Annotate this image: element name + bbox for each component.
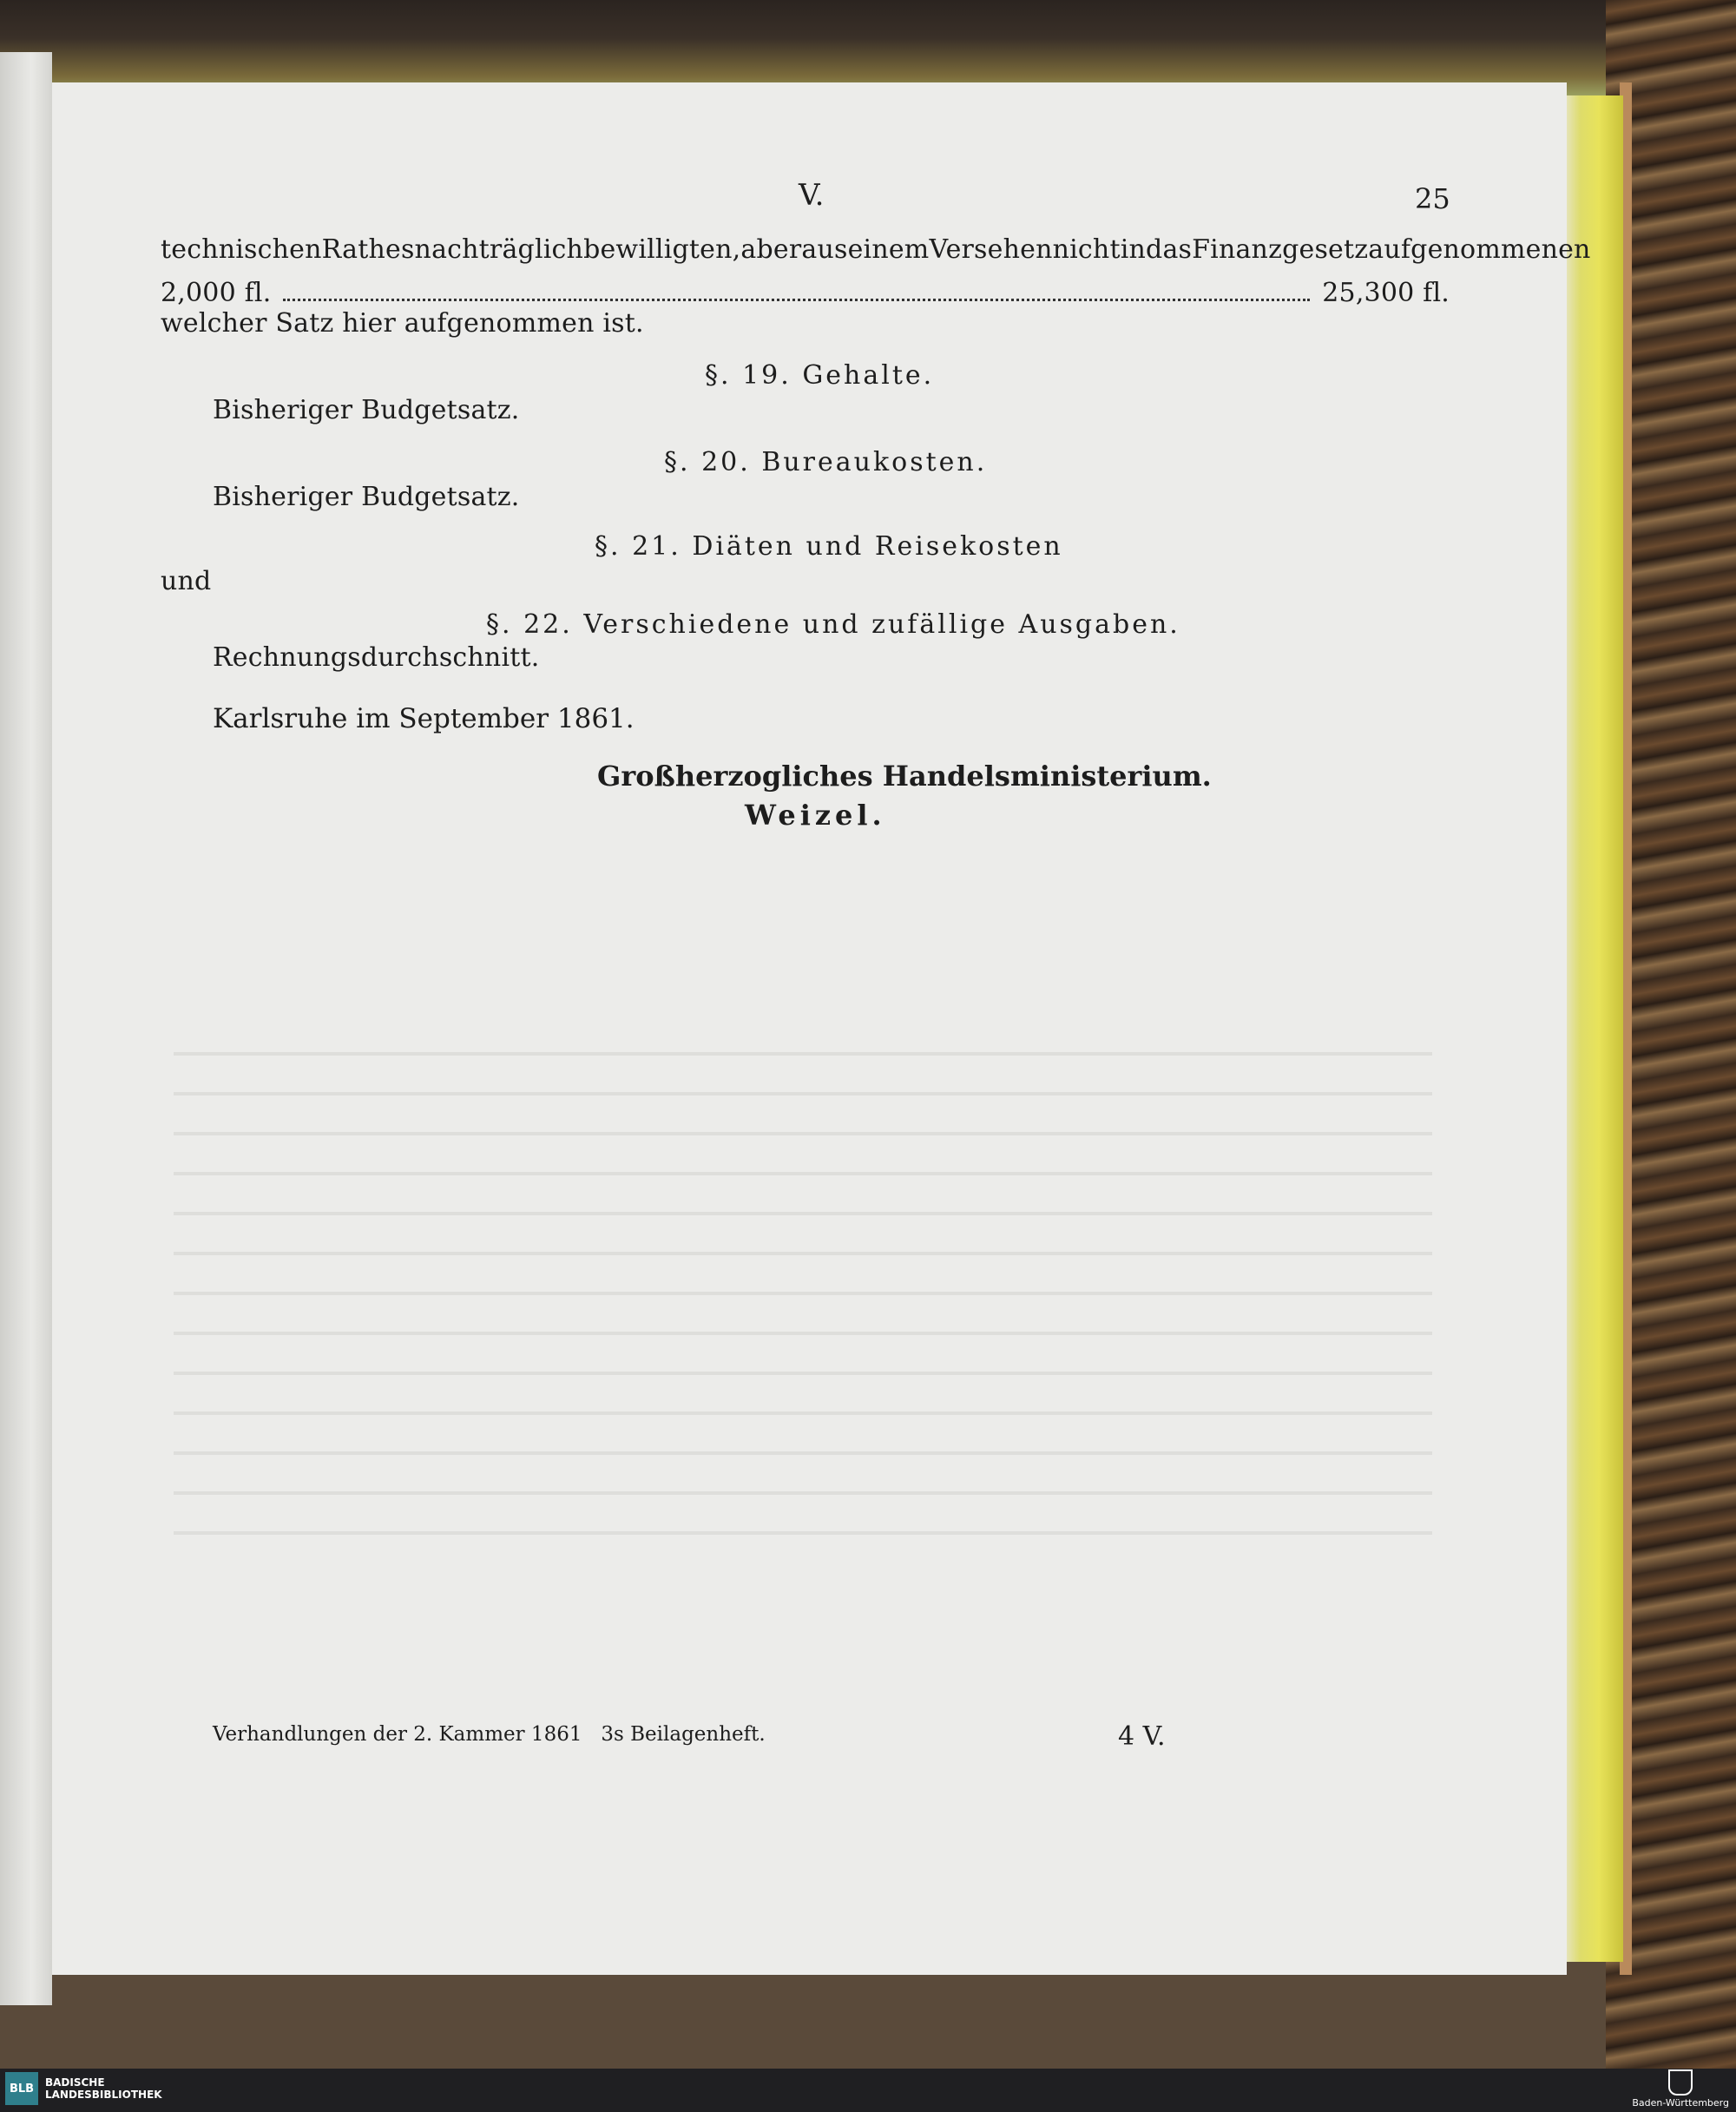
library-footer-bar [0, 2069, 1736, 2112]
bw-branding [1632, 2069, 1729, 2109]
place-date: Karlsruhe im September 1861. [213, 703, 635, 734]
budget-note-2: Bisheriger Budgetsatz. [213, 482, 520, 512]
blb-logo: BLB [5, 2072, 38, 2105]
section-19-heading: §. 19. Gehalte. [705, 360, 935, 391]
section-22-heading: §. 22. Verschiedene und zufällige Ausgaben. [486, 609, 1180, 640]
blb-name-line-2: LANDESBIBLIOTHEK [45, 2089, 162, 2101]
chapter-numeral: V. [799, 178, 825, 213]
word: aus [801, 234, 848, 265]
show-through-lines [174, 1016, 1432, 1536]
footer-source: Verhandlungen der 2. Kammer 1861 3s Beilagenheft. [213, 1723, 766, 1746]
ministry-name: Großherzogliches Handelsministerium. [597, 760, 1212, 793]
word: das [1146, 234, 1193, 265]
word: Finanzgesetz [1192, 234, 1369, 265]
blb-name-line-1: BADISCHE [45, 2076, 105, 2089]
body-line-1 [161, 234, 1591, 265]
word: bewilligten, [583, 234, 741, 265]
section-20-heading: §. 20. Bureaukosten. [664, 447, 988, 477]
page-stack-edge [1562, 95, 1623, 1962]
amount-total: 25,300 fl. [1322, 278, 1450, 308]
page-number: 25 [1415, 182, 1450, 215]
body-line-3: welcher Satz hier aufgenommen ist. [161, 308, 644, 339]
word: Rathes [321, 234, 415, 265]
word: technischen [161, 234, 322, 265]
leader-dots [283, 299, 1310, 301]
left-page-edge [0, 52, 52, 2005]
accounting-average: Rechnungsdurchschnitt. [213, 642, 540, 673]
budget-note-1: Bisheriger Budgetsatz. [213, 395, 520, 425]
word: aufgenommenen [1368, 234, 1591, 265]
conjunction-und: und [161, 566, 212, 596]
word: Versehen [929, 234, 1053, 265]
bw-label: Baden-Württemberg [1632, 2097, 1729, 2109]
coat-of-arms-icon [1668, 2069, 1693, 2096]
section-21-heading: §. 21. Diäten und Reisekosten [595, 531, 1063, 562]
word: aber [740, 234, 802, 265]
signature-name: Weizel. [745, 799, 886, 832]
word: nachträglich [414, 234, 584, 265]
amount-line [161, 278, 1450, 308]
amount-left: 2,000 fl. [161, 278, 272, 308]
word: nicht [1052, 234, 1121, 265]
word: einem [847, 234, 930, 265]
blb-branding [5, 2072, 162, 2105]
word: in [1120, 234, 1147, 265]
blb-name [45, 2076, 162, 2101]
book-cover-top [0, 0, 1736, 95]
footer-signature-mark: 4 V. [1118, 1721, 1166, 1752]
